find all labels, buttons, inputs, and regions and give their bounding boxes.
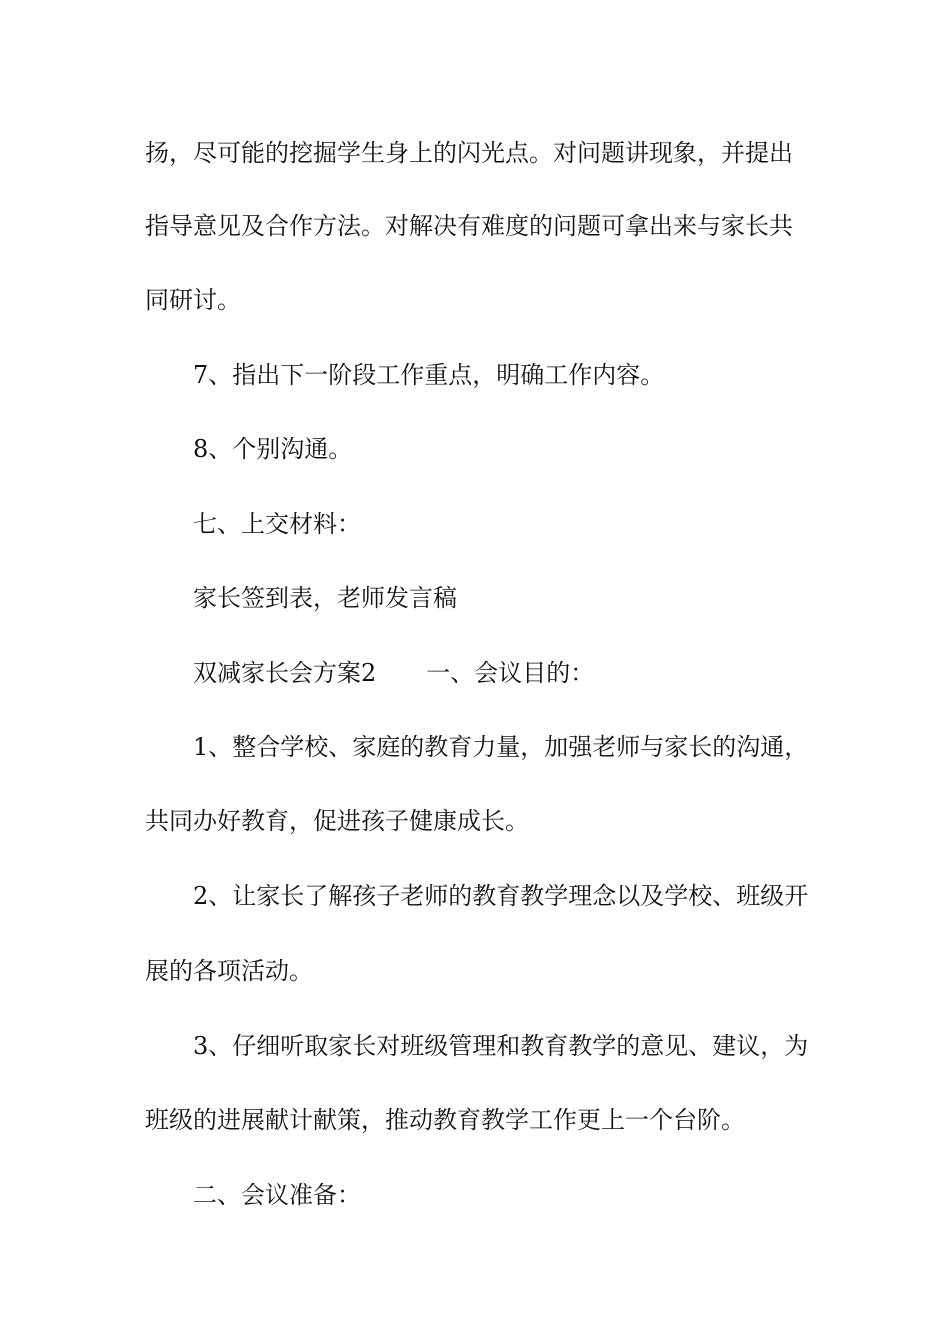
- text-line: 同研讨。: [145, 286, 241, 314]
- document-title: 双减家长会方案2: [193, 659, 377, 687]
- list-item: 7、指出下一阶段工作重点，明确工作内容。: [193, 361, 665, 389]
- list-item: 1、整合学校、家庭的教育力量，加强老师与家长的沟通，: [193, 733, 809, 761]
- text-line: 展的各项活动。: [145, 957, 313, 985]
- text-line: 家长签到表，老师发言稿: [193, 584, 457, 612]
- section-heading: 二、会议准备：: [193, 1181, 361, 1209]
- text-line: 指导意见及合作方法。对解决有难度的问题可拿出来与家长共: [145, 212, 793, 240]
- section-heading: 一、会议目的：: [426, 659, 595, 687]
- text-line: 共同办好教育，促进孩子健康成长。: [145, 807, 529, 835]
- list-item: 2、让家长了解孩子老师的教育教学理念以及学校、班级开: [193, 882, 809, 910]
- text-line: 班级的进展献计献策，推动教育教学工作更上一个台阶。: [145, 1106, 745, 1134]
- document-title-line: [193, 658, 594, 688]
- text-line: 扬，尽可能的挖掘学生身上的闪光点。对问题讲现象，并提出: [145, 139, 793, 167]
- section-heading: 七、上交材料：: [193, 510, 361, 538]
- list-item: 3、仔细听取家长对班级管理和教育教学的意见、建议，为: [193, 1032, 809, 1060]
- list-item: 8、个别沟通。: [193, 435, 353, 463]
